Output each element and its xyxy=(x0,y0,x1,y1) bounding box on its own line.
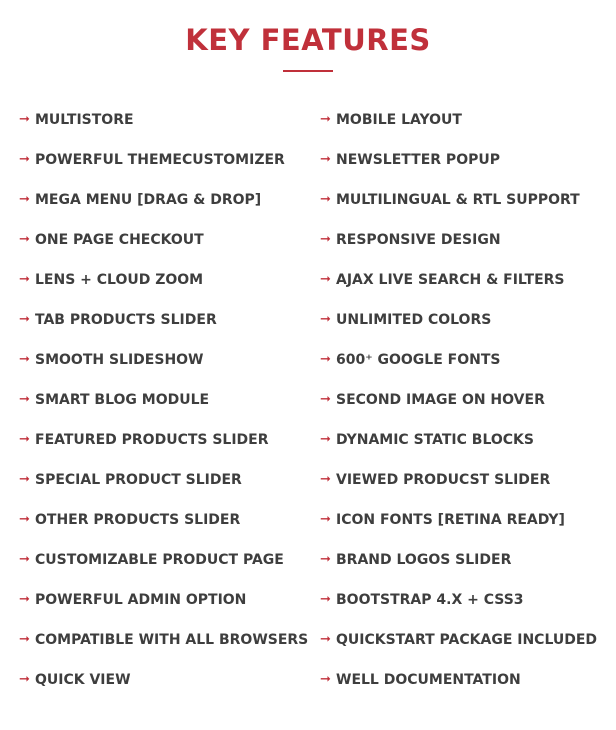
feature-item xyxy=(19,580,319,620)
right-arrow-icon: ➞ xyxy=(19,472,30,487)
feature-item xyxy=(320,540,616,580)
right-arrow-icon: ➞ xyxy=(19,352,30,367)
feature-label: POWERFUL THEMECUSTOMIZER xyxy=(35,152,285,168)
right-arrow-icon: ➞ xyxy=(320,592,331,607)
right-arrow-icon: ➞ xyxy=(19,152,30,167)
feature-item xyxy=(320,660,616,700)
feature-item xyxy=(19,180,319,220)
feature-list-left xyxy=(19,100,319,700)
feature-label: MULTISTORE xyxy=(35,112,134,128)
title-underline xyxy=(283,70,333,72)
page-title: KEY FEATURES xyxy=(185,23,431,57)
right-arrow-icon: ➞ xyxy=(19,512,30,527)
feature-item xyxy=(320,340,616,380)
right-arrow-icon: ➞ xyxy=(19,112,30,127)
right-arrow-icon: ➞ xyxy=(320,232,331,247)
feature-label: WELL DOCUMENTATION xyxy=(336,672,521,688)
feature-label: COMPATIBLE WITH ALL BROWSERS xyxy=(35,632,309,648)
right-arrow-icon: ➞ xyxy=(320,472,331,487)
feature-label: AJAX LIVE SEARCH & FILTERS xyxy=(336,272,565,288)
feature-item xyxy=(19,460,319,500)
right-arrow-icon: ➞ xyxy=(320,432,331,447)
right-arrow-icon: ➞ xyxy=(320,392,331,407)
feature-label: CUSTOMIZABLE PRODUCT PAGE xyxy=(35,552,284,568)
feature-item xyxy=(320,420,616,460)
feature-item xyxy=(320,380,616,420)
feature-item xyxy=(19,500,319,540)
feature-label: VIEWED PRODUCST SLIDER xyxy=(336,472,551,488)
feature-label: FEATURED PRODUCTS SLIDER xyxy=(35,432,269,448)
feature-label: LENS + CLOUD ZOOM xyxy=(35,272,204,288)
feature-item xyxy=(19,140,319,180)
feature-item xyxy=(19,340,319,380)
feature-label: MOBILE LAYOUT xyxy=(336,112,462,128)
right-arrow-icon: ➞ xyxy=(320,192,331,207)
feature-label: SECOND IMAGE ON HOVER xyxy=(336,392,545,408)
feature-label: QUICK VIEW xyxy=(35,672,131,688)
feature-list-right xyxy=(320,100,616,700)
right-arrow-icon: ➞ xyxy=(320,352,331,367)
feature-item xyxy=(19,620,319,660)
right-arrow-icon: ➞ xyxy=(19,232,30,247)
right-arrow-icon: ➞ xyxy=(320,272,331,287)
feature-label: NEWSLETTER POPUP xyxy=(336,152,500,168)
feature-item xyxy=(19,380,319,420)
feature-item xyxy=(320,500,616,540)
right-arrow-icon: ➞ xyxy=(320,312,331,327)
feature-item xyxy=(320,300,616,340)
feature-label: ONE PAGE CHECKOUT xyxy=(35,232,204,248)
feature-item xyxy=(19,100,319,140)
feature-label: 600⁺ GOOGLE FONTS xyxy=(336,352,501,368)
feature-item xyxy=(19,260,319,300)
feature-item xyxy=(320,260,616,300)
right-arrow-icon: ➞ xyxy=(19,552,30,567)
feature-label: SPECIAL PRODUCT SLIDER xyxy=(35,472,242,488)
feature-label: SMOOTH SLIDESHOW xyxy=(35,352,204,368)
feature-label: POWERFUL ADMIN OPTION xyxy=(35,592,247,608)
right-arrow-icon: ➞ xyxy=(320,552,331,567)
feature-item xyxy=(19,420,319,460)
feature-item xyxy=(320,580,616,620)
right-arrow-icon: ➞ xyxy=(19,192,30,207)
feature-label: MULTILINGUAL & RTL SUPPORT xyxy=(336,192,580,208)
feature-item xyxy=(320,140,616,180)
right-arrow-icon: ➞ xyxy=(320,512,331,527)
feature-label: TAB PRODUCTS SLIDER xyxy=(35,312,217,328)
feature-label: QUICKSTART PACKAGE INCLUDED xyxy=(336,632,598,648)
feature-label: ICON FONTS [RETINA READY] xyxy=(336,512,565,528)
feature-label: DYNAMIC STATIC BLOCKS xyxy=(336,432,534,448)
feature-label: RESPONSIVE DESIGN xyxy=(336,232,501,248)
right-arrow-icon: ➞ xyxy=(320,632,331,647)
feature-item xyxy=(320,180,616,220)
right-arrow-icon: ➞ xyxy=(19,272,30,287)
feature-label: BRAND LOGOS SLIDER xyxy=(336,552,512,568)
right-arrow-icon: ➞ xyxy=(19,592,30,607)
feature-item xyxy=(19,300,319,340)
right-arrow-icon: ➞ xyxy=(19,632,30,647)
feature-item xyxy=(19,540,319,580)
feature-label: OTHER PRODUCTS SLIDER xyxy=(35,512,241,528)
feature-label: SMART BLOG MODULE xyxy=(35,392,210,408)
right-arrow-icon: ➞ xyxy=(19,672,30,687)
right-arrow-icon: ➞ xyxy=(320,672,331,687)
feature-item xyxy=(320,620,616,660)
feature-label: BOOTSTRAP 4.X + CSS3 xyxy=(336,592,524,608)
right-arrow-icon: ➞ xyxy=(19,312,30,327)
feature-item xyxy=(19,660,319,700)
right-arrow-icon: ➞ xyxy=(19,392,30,407)
feature-label: MEGA MENU [DRAG & DROP] xyxy=(35,192,262,208)
right-arrow-icon: ➞ xyxy=(320,152,331,167)
feature-label: UNLIMITED COLORS xyxy=(336,312,492,328)
feature-item xyxy=(320,100,616,140)
right-arrow-icon: ➞ xyxy=(320,112,331,127)
feature-item xyxy=(320,220,616,260)
feature-item xyxy=(19,220,319,260)
feature-item xyxy=(320,460,616,500)
right-arrow-icon: ➞ xyxy=(19,432,30,447)
